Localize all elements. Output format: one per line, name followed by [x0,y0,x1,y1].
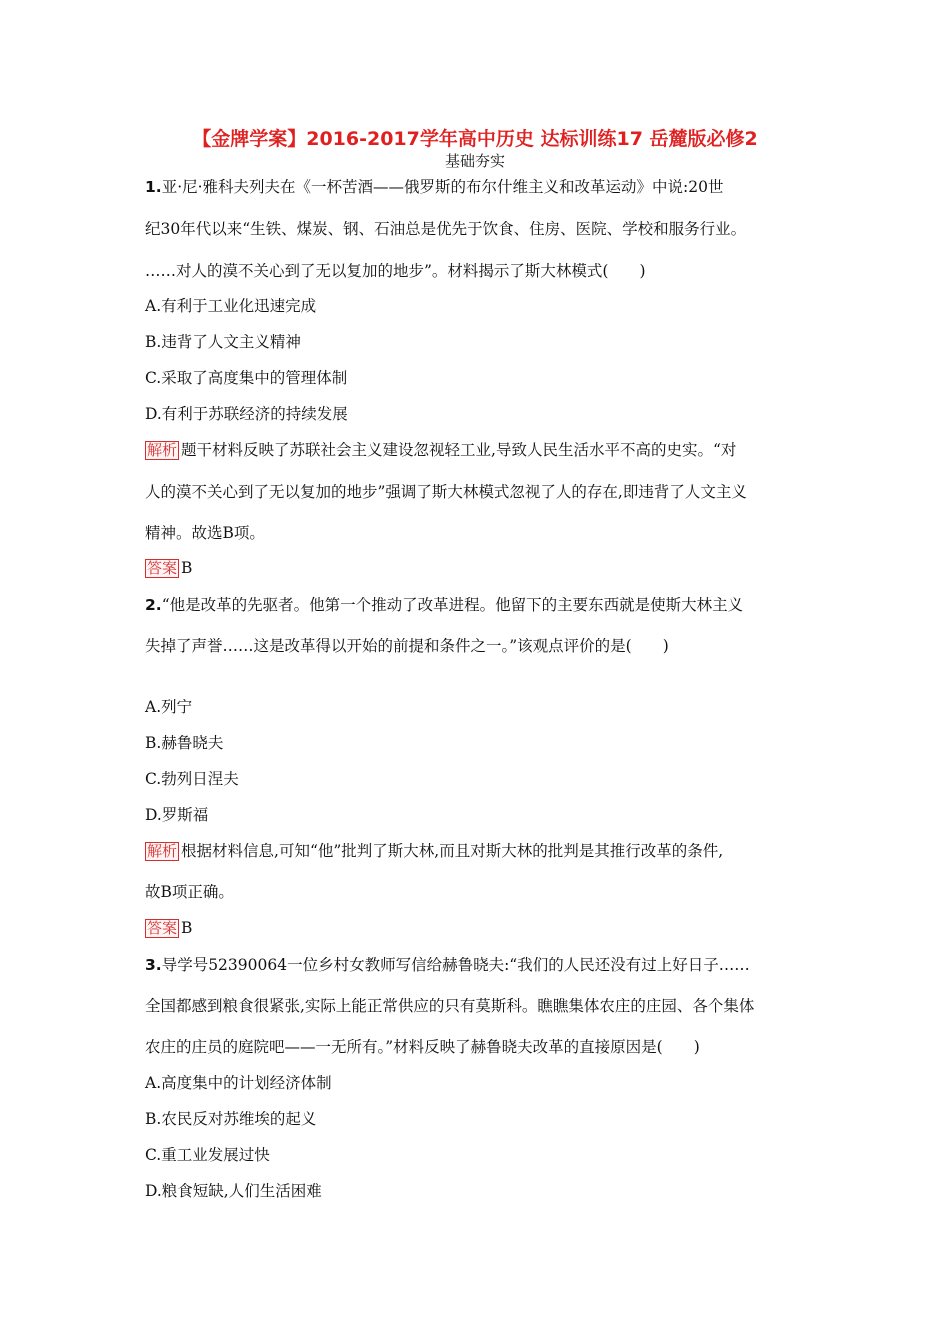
q2-stem-line-1 [145,595,743,615]
q1-answer-line [145,558,192,578]
section-heading: 基础夯实 [444,152,505,170]
q3-stem-text-1: 导学号52390064一位乡村女教师写信给赫鲁晓夫:“我们的人民还没有过上好日子…… [161,956,750,974]
q2-answer-line [145,918,192,938]
q2-answer-value: B [181,919,193,937]
q2-option-c: C.勃列日涅夫 [145,770,239,788]
q3-stem-line-2: 全国都感到粮食很紧张,实际上能正常供应的只有莫斯科。瞧瞧集体农庄的庄园、各个集体 [145,997,755,1015]
q2-option-d: D.罗斯福 [145,806,209,824]
q2-analysis-text-1: 根据材料信息,可知“他”批判了斯大林,而且对斯大林的批判是其推行改革的条件, [181,842,724,860]
answer-tag: 答案 [147,919,178,937]
document-title: 【金牌学案】2016-2017学年高中历史 达标训练17 岳麓版必修2 [192,128,758,150]
answer-tag: 答案 [147,559,178,577]
q3-number: 3. [145,956,162,974]
q2-number: 2. [145,596,162,614]
q1-answer-value: B [181,559,193,577]
q1-stem-line-1 [145,177,724,197]
q3-option-a: A.高度集中的计划经济体制 [145,1074,332,1092]
q1-analysis-text-1: 题干材料反映了苏联社会主义建设忽视轻工业,导致人民生活水平不高的史实。“对 [181,441,737,459]
q1-option-a: A.有利于工业化迅速完成 [145,297,317,315]
q2-analysis-line-2: 故B项正确。 [145,883,234,901]
q1-option-b: B.违背了人文主义精神 [145,333,301,351]
q2-option-a: A.列宁 [145,698,193,716]
q2-stem-text-1: “他是改革的先驱者。他第一个推动了改革进程。他留下的主要东西就是使斯大林主义 [161,596,744,614]
q2-analysis-line-1 [145,841,723,861]
q1-analysis-line-1 [145,440,736,460]
q1-stem-text-1: 亚·尼·雅科夫列夫在《一杯苦酒——俄罗斯的布尔什维主义和改革运动》中说:20世 [161,178,724,196]
analysis-tag: 解析 [147,441,178,459]
q1-analysis-line-3: 精神。故选B项。 [145,524,265,542]
q3-option-d: D.粮食短缺,人们生活困难 [145,1182,322,1200]
q1-number: 1. [145,178,162,196]
q1-analysis-line-2: 人的漠不关心到了无以复加的地步”强调了斯大林模式忽视了人的存在,即违背了人文主义 [145,483,747,501]
q2-stem-line-2: 失掉了声誉……这是改革得以开始的前提和条件之一。”该观点评价的是( ) [145,637,669,655]
q1-option-d: D.有利于苏联经济的持续发展 [145,405,348,423]
q3-stem-line-1 [145,955,750,975]
q1-stem-line-3: ……对人的漠不关心到了无以复加的地步”。材料揭示了斯大林模式( ) [145,262,646,280]
q2-option-b: B.赫鲁晓夫 [145,734,224,752]
q3-option-b: B.农民反对苏维埃的起义 [145,1110,317,1128]
q3-stem-line-3: 农庄的庄员的庭院吧——一无所有。”材料反映了赫鲁晓夫改革的直接原因是( ) [145,1038,700,1056]
q1-option-c: C.采取了高度集中的管理体制 [145,369,348,387]
q3-option-c: C.重工业发展过快 [145,1146,270,1164]
q1-stem-line-2: 纪30年代以来“生铁、煤炭、钢、石油总是优先于饮食、住房、医院、学校和服务行业。 [145,220,747,238]
analysis-tag: 解析 [147,842,178,860]
